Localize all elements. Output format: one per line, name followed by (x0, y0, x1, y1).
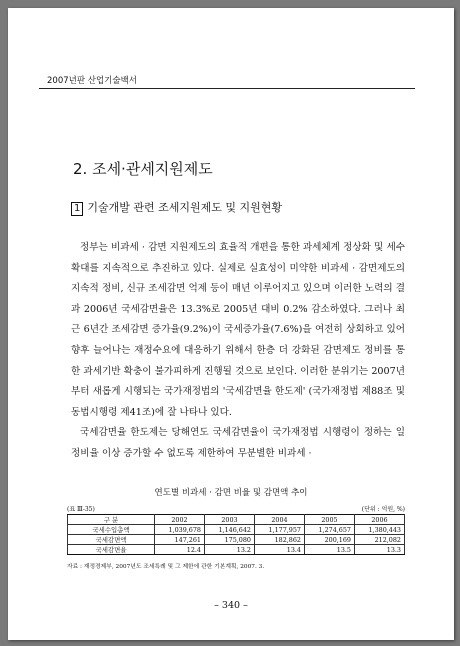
column-header: 2002 (155, 515, 205, 525)
document-page (8, 8, 454, 640)
table-row (68, 545, 405, 555)
page-number: – 340 – (214, 600, 248, 611)
table-cell: 13.4 (255, 545, 305, 555)
table-cell: 182,862 (255, 535, 305, 545)
table-cell: 147,261 (155, 535, 205, 545)
table-cell: 1,177,957 (255, 525, 305, 535)
paragraph: 정부는 비과세 · 감면 지원제도의 효율적 개편을 통한 과세체계 정상화 및 세수 확대를 지속적으로 추진하고 있다. 실제로 실효성이 미약한 비과세 · 감면제도의 지속적 정비, 신규 조세감면 억제 등이 매년 이루어지고 있으며 이러한 노력의 결과 2006년 국세감면율은 13.3%로 2005년 대비 0.2% 감소하였다. 그러나 최근 6년간 조세감면 증가율(9.2%)이 국세증가율(7.6%)을 여전히 상회하고 있어 향후 늘어나는 재정수요에 대응하기 위해서 한층 더 강화된 감면제도 정비를 통한 과세기반 확충이 불가피하게 진행될 것으로 보인다. 이러한 분위기는 2007년부터 새롭게 시행되는 국가재정법의 '국세감면율 한도제' (국가재정법 제88조 및 동법시행령 제41조)에 잘 나타나 있다. (71, 242, 405, 418)
row-label: 국세감면율 (68, 545, 155, 555)
table-cell: 1,380,443 (355, 525, 405, 535)
table-source: 자료 : 재정경제부, 2007년도 조세특례 및 그 제한에 관한 기본계획, 2007. 3. (67, 564, 265, 570)
table-header-row (68, 515, 405, 525)
table-cell: 13.2 (205, 545, 255, 555)
table-id: (표 Ⅲ-35) (67, 506, 95, 513)
table-row (68, 535, 405, 545)
table-cell: 200,169 (305, 535, 355, 545)
table-cell: 13.5 (305, 545, 355, 555)
tax-reduction-table (67, 514, 405, 555)
table-unit: (단위 : 억원, %) (361, 506, 405, 513)
table-cell: 1,274,657 (305, 525, 355, 535)
table-row (68, 525, 405, 535)
row-label: 국세수입총액 (68, 525, 155, 535)
table-cell: 12.4 (155, 545, 205, 555)
table-cell: 1,146,642 (205, 525, 255, 535)
column-header: 2004 (255, 515, 305, 525)
column-header: 2006 (355, 515, 405, 525)
column-header: 2003 (205, 515, 255, 525)
header-rule (39, 88, 415, 89)
subsection-heading (71, 199, 282, 216)
table-cell: 212,082 (355, 535, 405, 545)
subsection-number: 1 (71, 202, 83, 216)
paragraph: 국세감면율 한도제는 당해연도 국세감면율이 국가재정법 시행령이 정하는 일정비율 이상 증가할 수 없도록 제한하여 무분별한 비과세 · (71, 427, 405, 459)
table-cell: 1,039,678 (155, 525, 205, 535)
row-label: 국세감면액 (68, 535, 155, 545)
body-text (71, 238, 405, 465)
table-cell: 13.3 (355, 545, 405, 555)
column-header: 구 분 (68, 515, 155, 525)
table-cell: 175,080 (205, 535, 255, 545)
column-header: 2005 (305, 515, 355, 525)
section-title: 2. 조세·관세지원제도 (73, 160, 213, 178)
running-header: 2007년판 산업기술백서 (47, 76, 138, 86)
subsection-title: 기술개발 관련 조세지원제도 및 지원현황 (87, 201, 283, 214)
table-title: 연도별 비과세 · 감면 비율 및 감면액 추이 (154, 488, 308, 498)
